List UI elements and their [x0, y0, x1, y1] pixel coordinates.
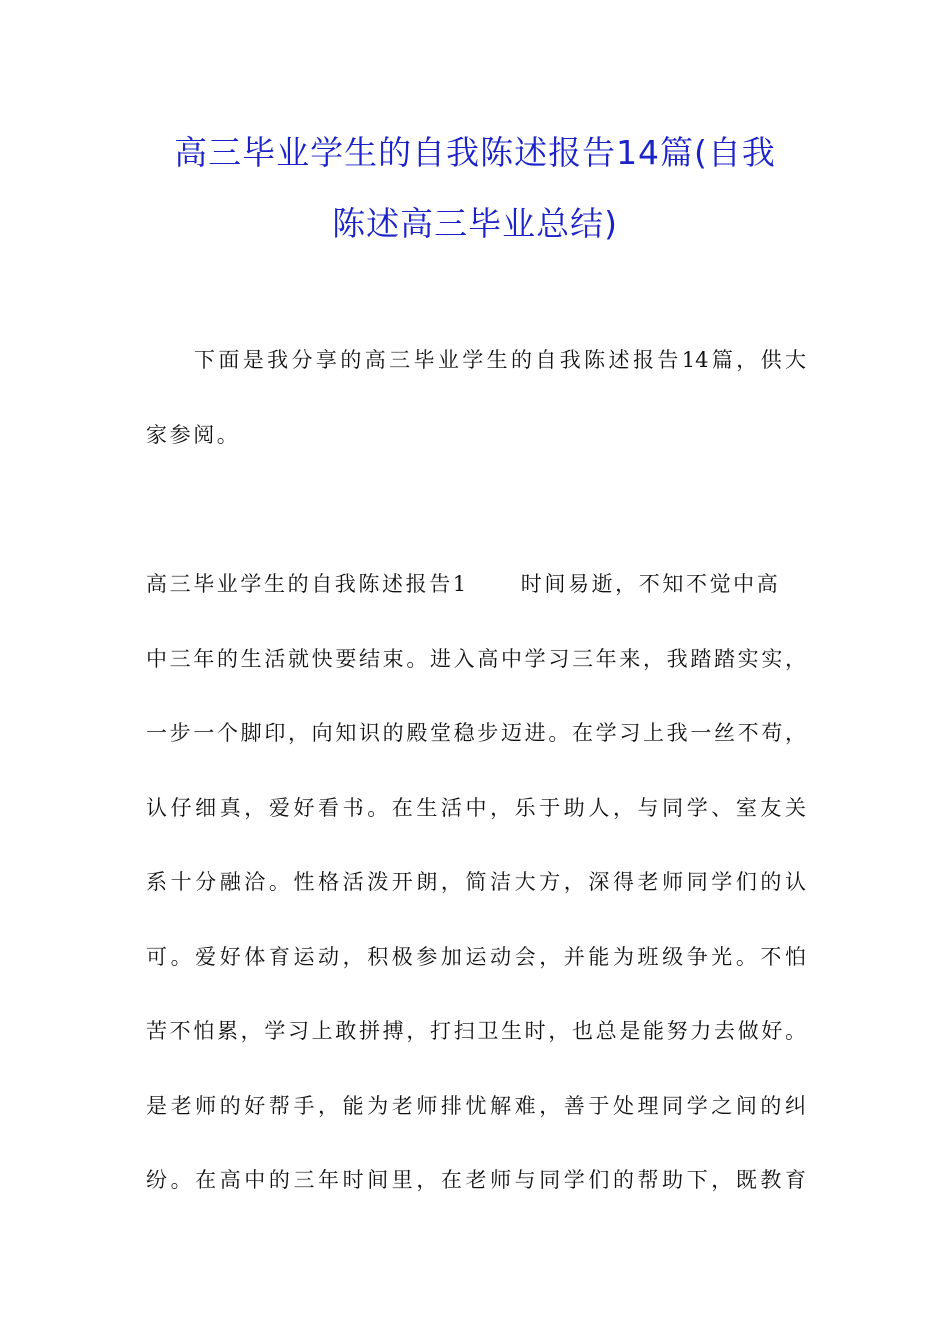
section-1-body-line: 苦不怕累，学习上敢拼搏，打扫卫生时，也总是能努力去做好。: [146, 1019, 806, 1043]
section-1-body-line: 认仔细真，爱好看书。在生活中，乐于助人，与同学、室友关: [146, 796, 806, 820]
section-1-body-line: 系十分融洽。性格活泼开朗，简洁大方，深得老师同学们的认: [146, 870, 806, 894]
section-1-first-line: [146, 570, 806, 598]
section-1-first-line-text: 时间易逝，不知不觉中高: [520, 572, 781, 596]
document-title-line-2: 陈述高三毕业总结): [332, 204, 618, 243]
section-1-body-line: 中三年的生活就快要结束。进入高中学习三年来，我踏踏实实，: [146, 647, 806, 671]
section-1-heading: 高三毕业学生的自我陈述报告1: [146, 572, 469, 596]
section-1-body-line: 一步一个脚印，向知识的殿堂稳步迈进。在学习上我一丝不苟，: [146, 721, 806, 745]
intro-paragraph-line-1: 下面是我分享的高三毕业学生的自我陈述报告14篇，供大: [194, 348, 806, 372]
intro-paragraph-line-2: 家参阅。: [146, 423, 241, 447]
section-1-body-line: 纷。在高中的三年时间里，在老师与同学们的帮助下，既教育: [146, 1168, 806, 1192]
document-title-line-1: 高三毕业学生的自我陈述报告14篇(自我: [174, 133, 776, 172]
section-1-body-line: 是老师的好帮手，能为老师排忧解难，善于处理同学之间的纠: [146, 1094, 806, 1118]
section-1-body-line: 可。爱好体育运动，积极参加运动会，并能为班级争光。不怕: [146, 945, 806, 969]
